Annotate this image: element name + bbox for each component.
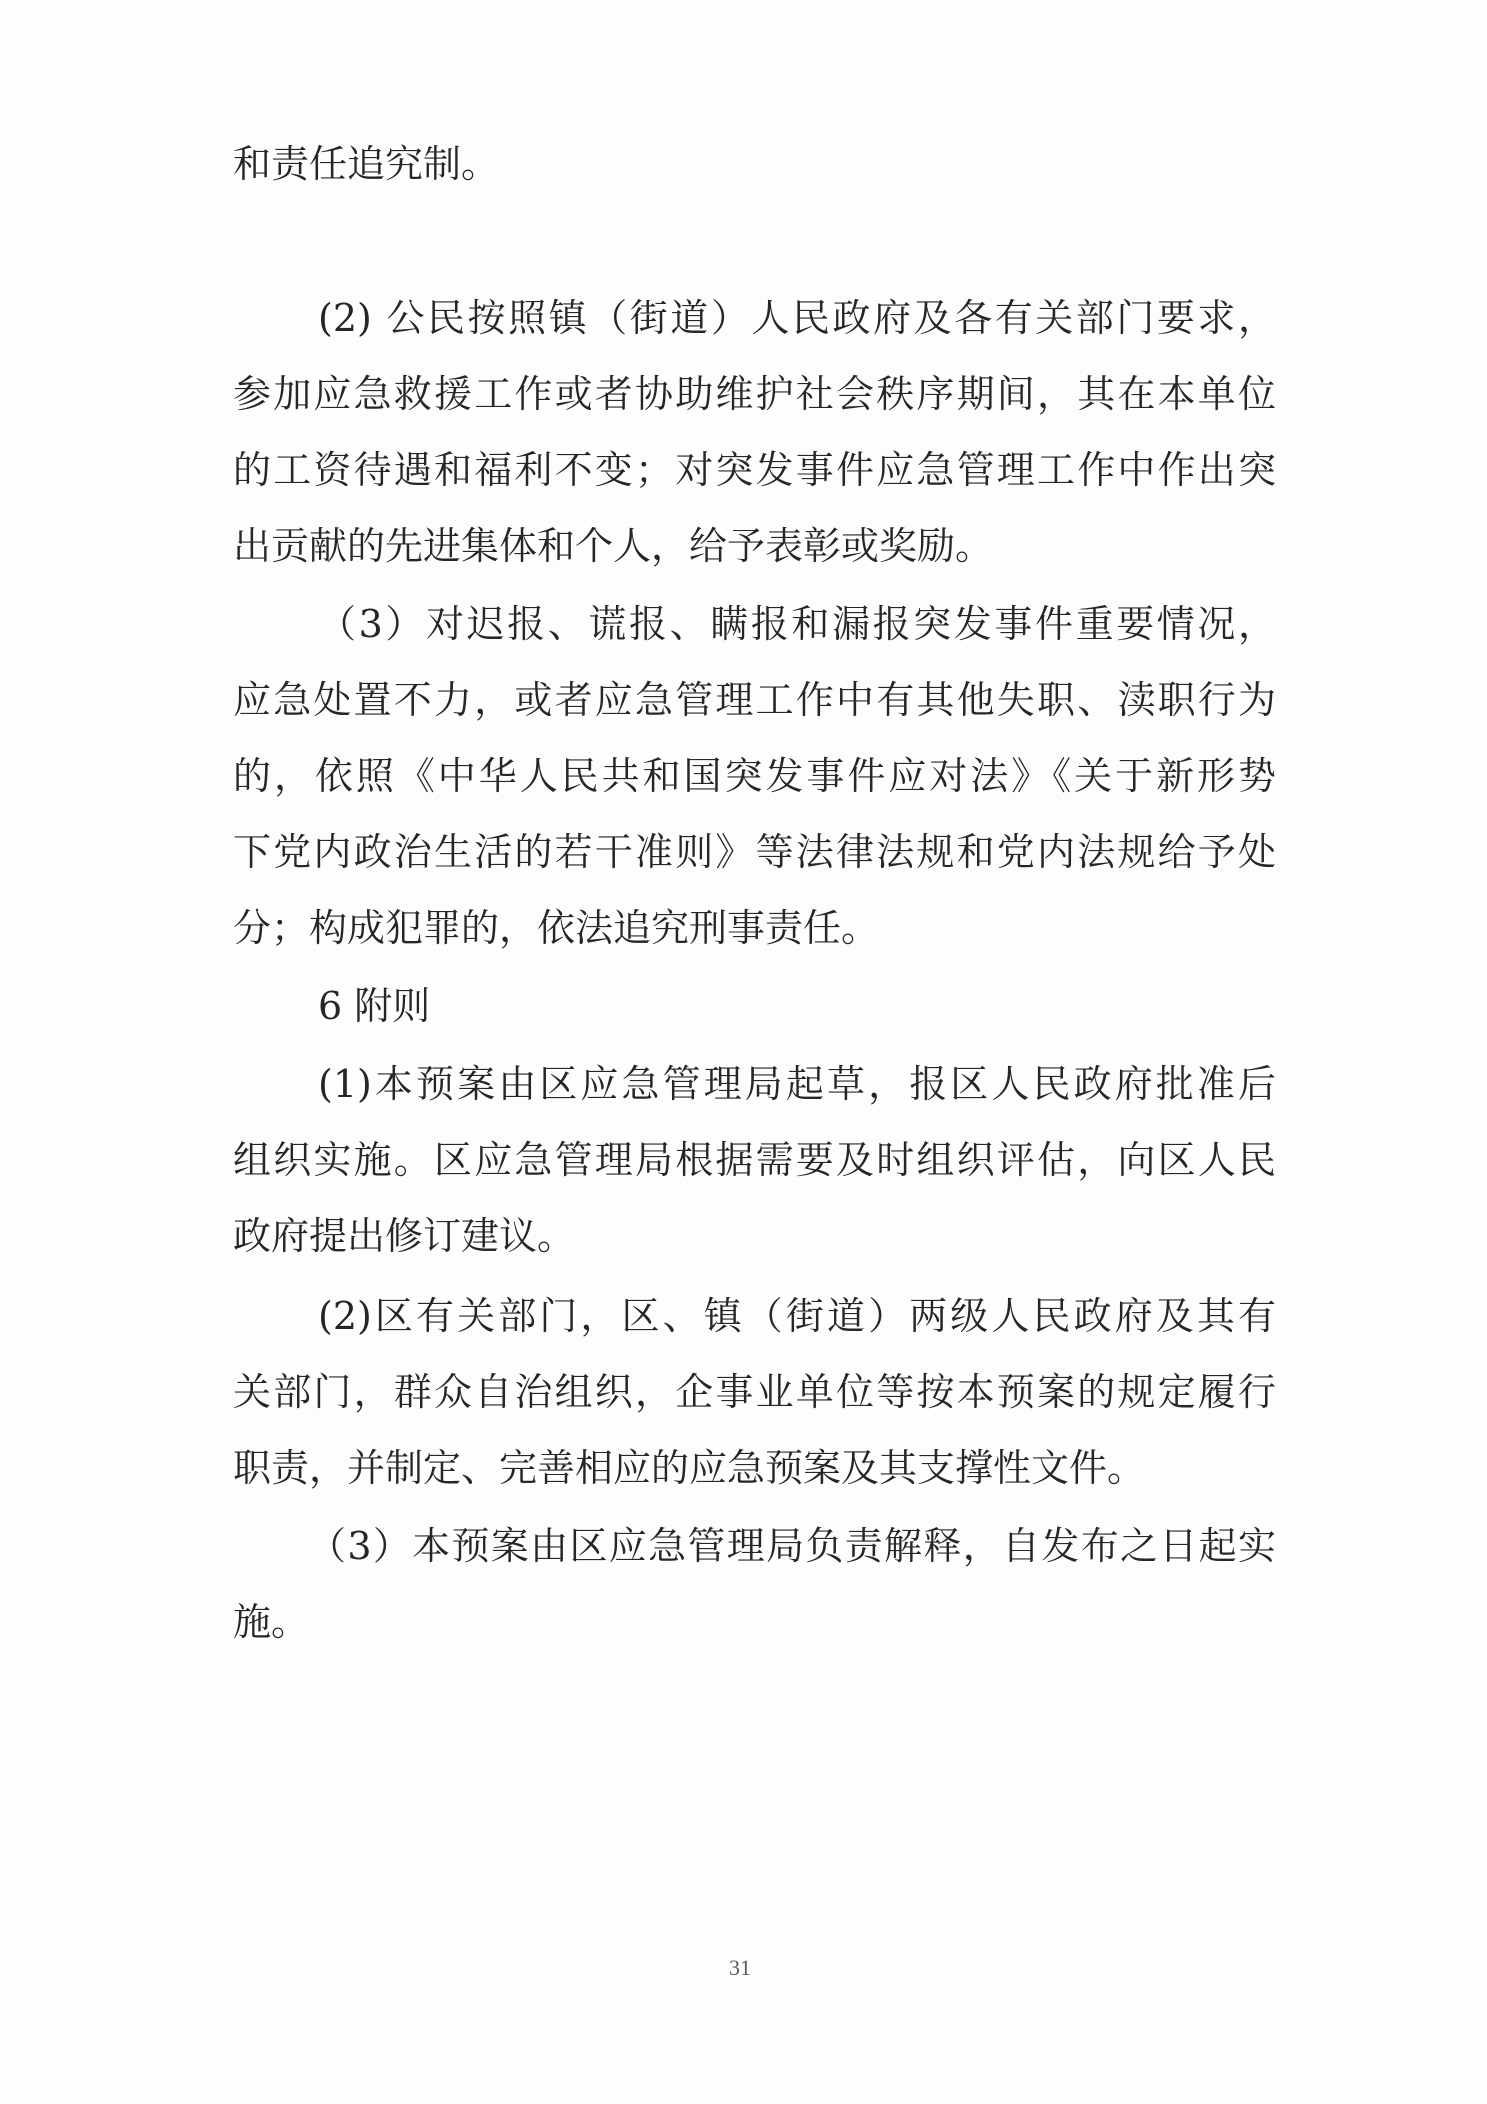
text-line: （3）本预案由区应急管理局负责解释，自发布之日起实 [308,1524,1276,1568]
text-line: (2) 公民按照镇（街道）人民政府及各有关部门要求， [318,296,1276,340]
text-line: (1)本预案由区应急管理局起草，报区人民政府批准后 [318,1062,1276,1106]
text-line: 下党内政治生活的若干准则》等法律法规和党内法规给予处 [233,830,1276,874]
page-number: 31 [729,1955,751,1980]
text-line: 和责任追究制。 [233,142,500,186]
text-line: 的工资待遇和福利不变；对突发事件应急管理工作中作出突 [233,448,1276,492]
text-line: 参加应急救援工作或者协助维护社会秩序期间，其在本单位 [233,372,1276,416]
text-line: (2)区有关部门，区、镇（街道）两级人民政府及其有 [318,1294,1276,1338]
text-line: 的，依照《中华人民共和国突发事件应对法》《关于新形势 [233,754,1276,798]
text-line: 政府提出修订建议。 [233,1214,576,1258]
text-line: 出贡献的先进集体和个人，给予表彰或奖励。 [233,524,994,568]
text-line: 关部门，群众自治组织，企事业单位等按本预案的规定履行 [233,1370,1276,1414]
text-line: 分；构成犯罪的，依法追究刑事责任。 [233,906,880,950]
text-line: 施。 [233,1600,310,1644]
text-line: （3）对迟报、谎报、瞒报和漏报突发事件重要情况， [318,602,1276,646]
text-line: 组织实施。区应急管理局根据需要及时组织评估，向区人民 [233,1138,1276,1182]
text-line: 职责，并制定、完善相应的应急预案及其支撑性文件。 [233,1446,1146,1490]
text-line: 应急处置不力，或者应急管理工作中有其他失职、渎职行为 [233,678,1276,722]
section-heading: 6 附则 [318,984,431,1028]
